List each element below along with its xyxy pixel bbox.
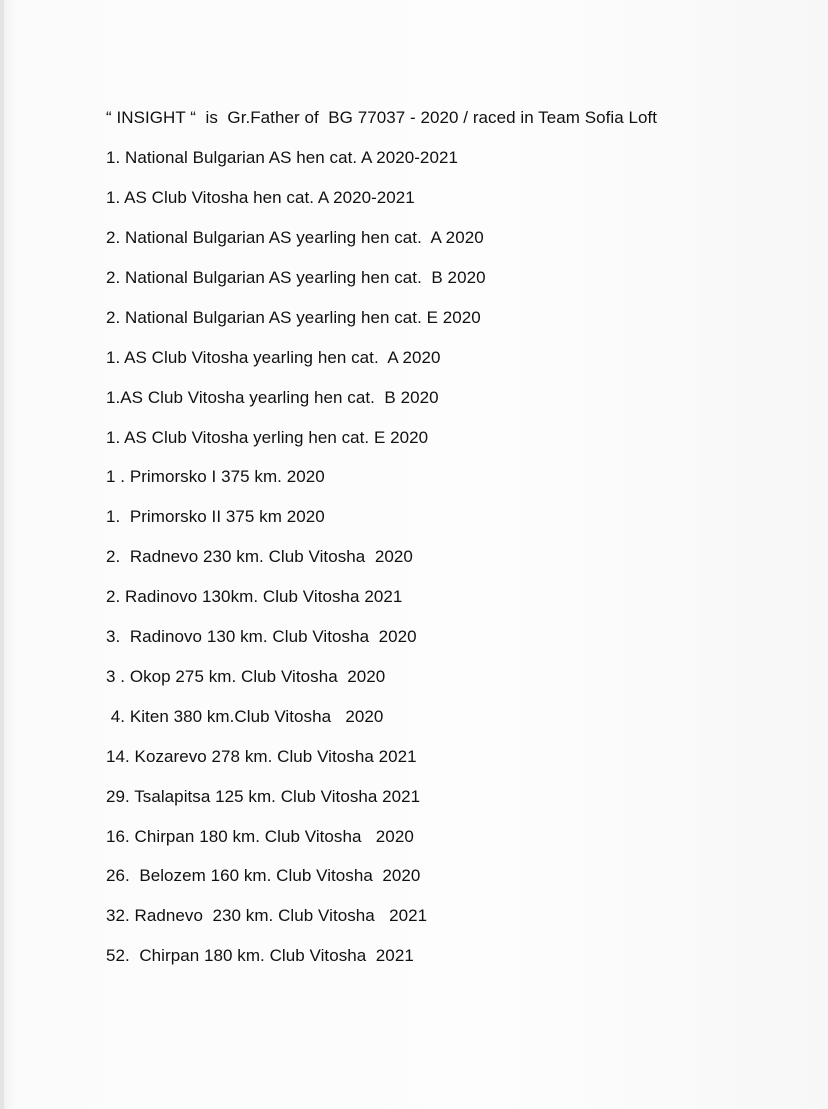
document-heading: “ INSIGHT “ is Gr.Father of BG 77037 - 2020 / raced in Team Sofia Loft	[106, 108, 658, 127]
result-line: 3 . Okop 275 km. Club Vitosha 2020	[106, 667, 386, 686]
result-line: 2. National Bulgarian AS yearling hen cat. B 2020	[106, 268, 486, 287]
result-line: 1.AS Club Vitosha yearling hen cat. B 2020	[106, 388, 439, 407]
result-line: 1. National Bulgarian AS hen cat. A 2020-2021	[106, 148, 458, 167]
result-line: 14. Kozarevo 278 km. Club Vitosha 2021	[106, 747, 417, 766]
result-line: 3. Radinovo 130 km. Club Vitosha 2020	[106, 627, 417, 646]
result-line: 2. National Bulgarian AS yearling hen cat. E 2020	[106, 308, 481, 327]
result-line: 1. AS Club Vitosha yearling hen cat. A 2020	[106, 348, 441, 367]
result-line: 2. Radinovo 130km. Club Vitosha 2021	[106, 587, 403, 606]
result-line: 2. National Bulgarian AS yearling hen cat. A 2020	[106, 228, 484, 247]
result-line: 2. Radnevo 230 km. Club Vitosha 2020	[106, 547, 413, 566]
result-line: 32. Radnevo 230 km. Club Vitosha 2021	[106, 906, 428, 925]
result-line: 1. Primorsko II 375 km 2020	[106, 507, 325, 526]
result-line: 26. Belozem 160 km. Club Vitosha 2020	[106, 866, 421, 885]
result-line: 29. Tsalapitsa 125 km. Club Vitosha 2021	[106, 787, 421, 806]
result-line: 1 . Primorsko I 375 km. 2020	[106, 467, 325, 486]
result-line: 1. AS Club Vitosha yerling hen cat. E 2020	[106, 428, 429, 447]
result-line: 52. Chirpan 180 km. Club Vitosha 2021	[106, 946, 414, 965]
result-line: 16. Chirpan 180 km. Club Vitosha 2020	[106, 827, 414, 846]
result-line: 1. AS Club Vitosha hen cat. A 2020-2021	[106, 188, 415, 207]
result-line: 4. Kiten 380 km.Club Vitosha 2020	[106, 707, 384, 726]
